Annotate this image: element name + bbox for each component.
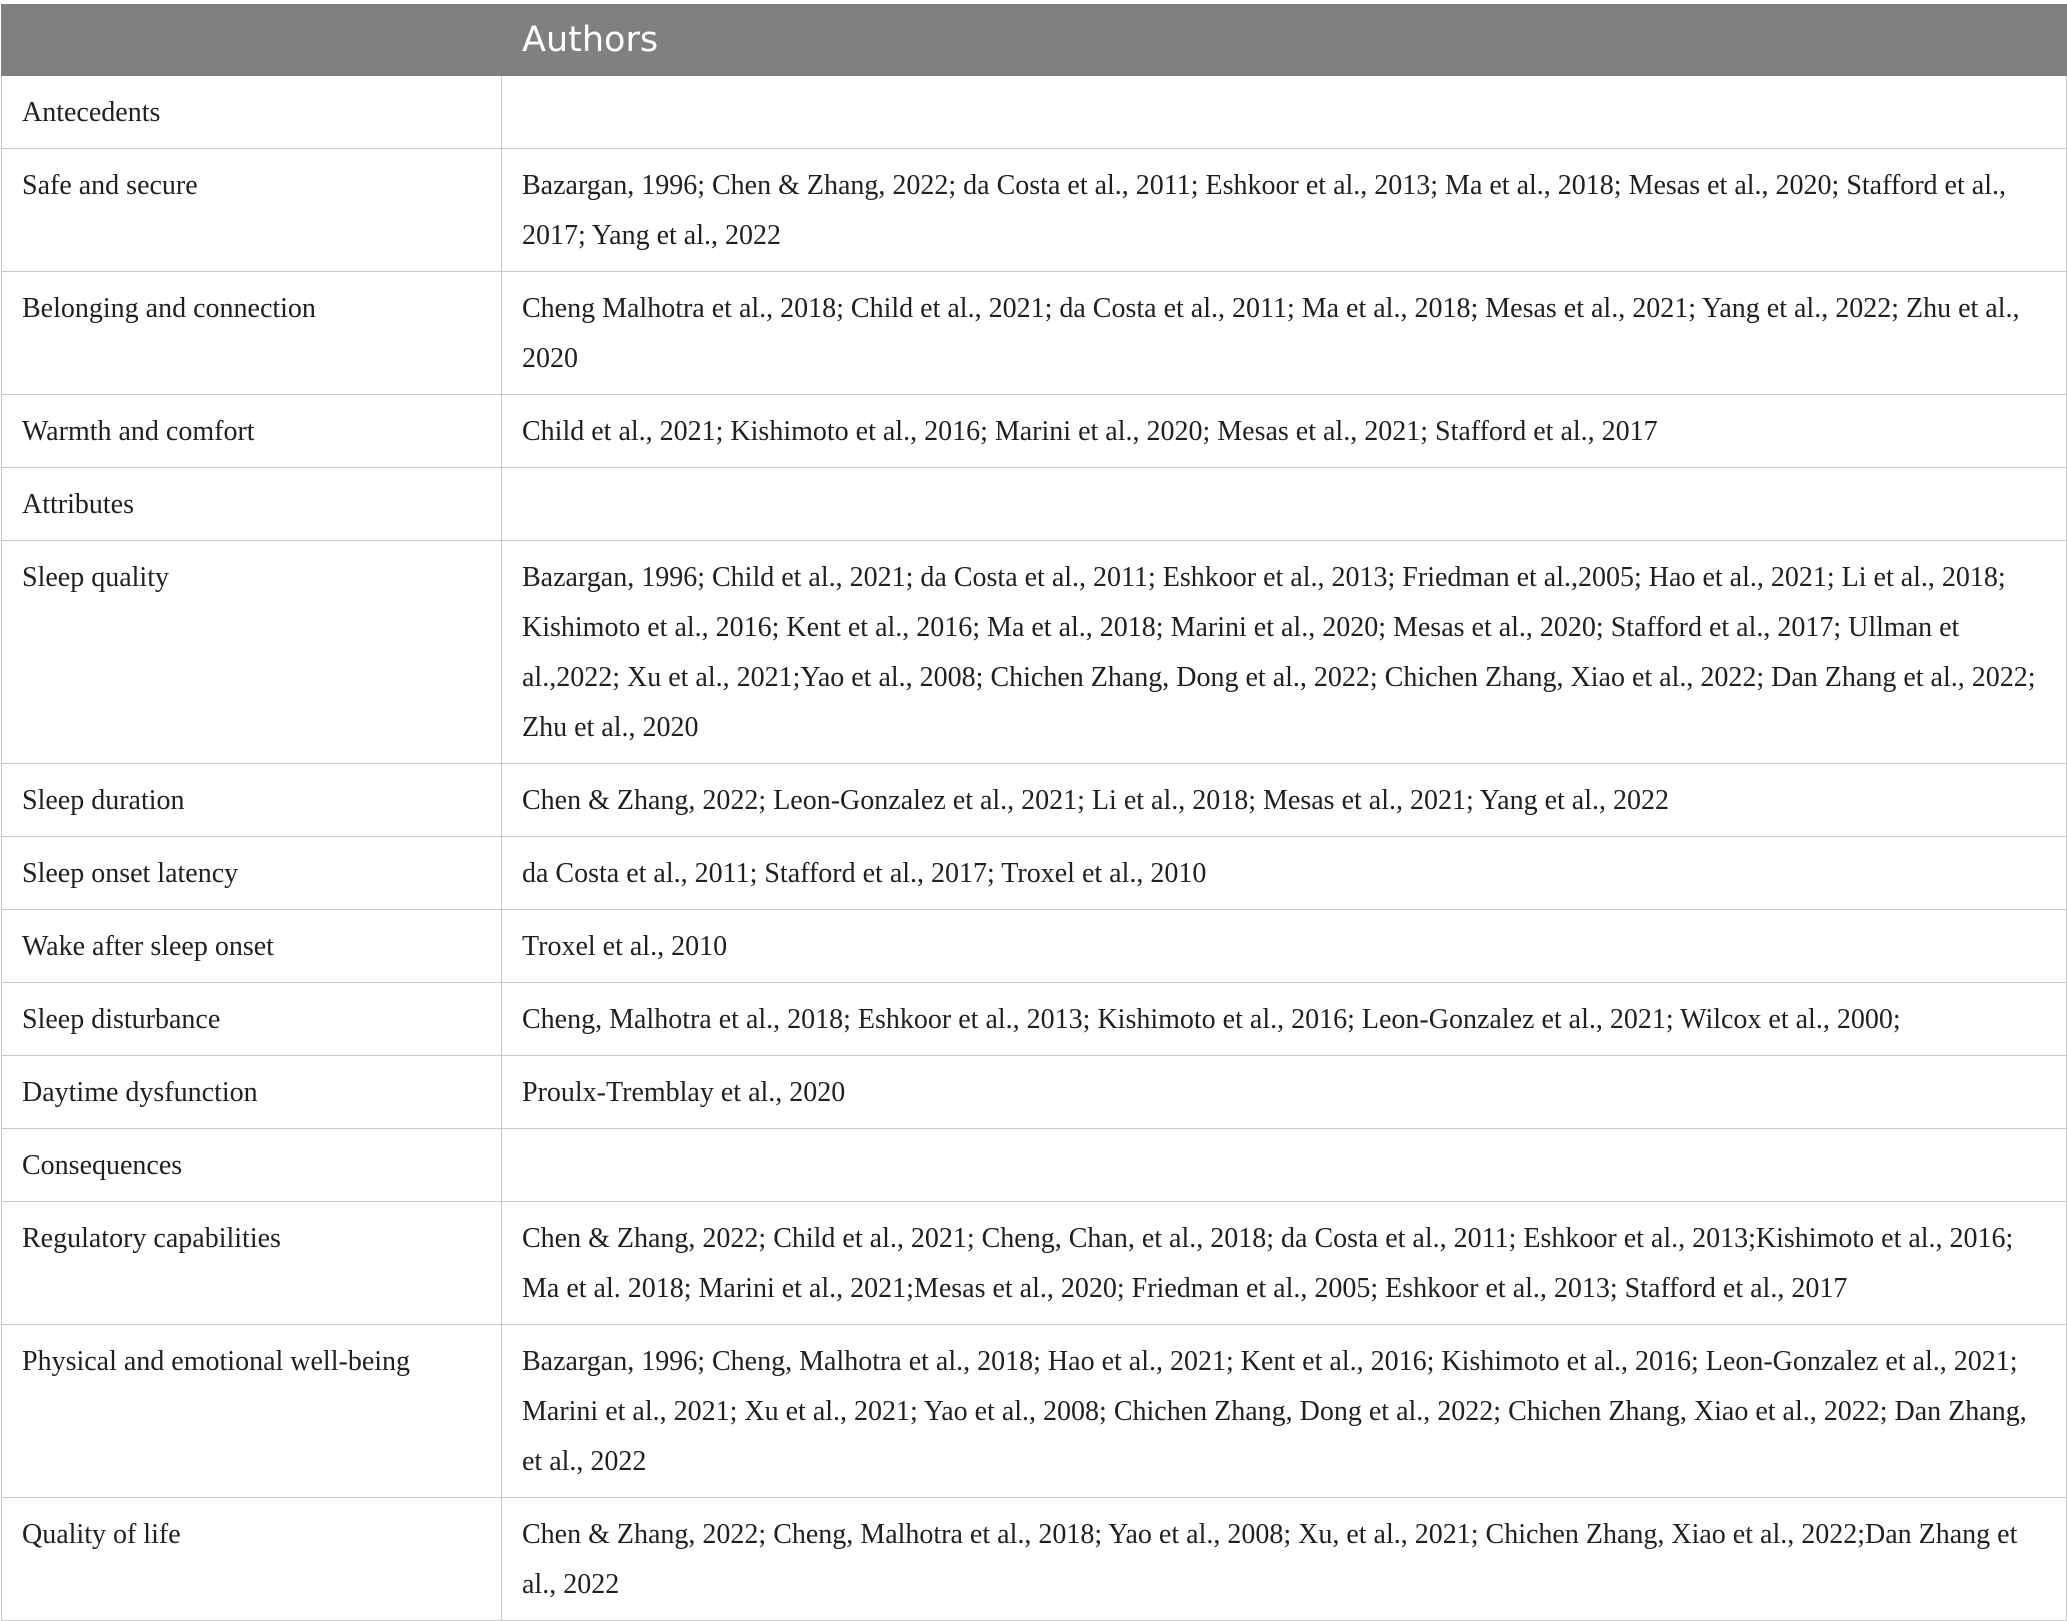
table-row xyxy=(2,1129,2067,1202)
table-row xyxy=(2,1056,2067,1129)
table-row xyxy=(2,149,2067,272)
row-authors: Cheng Malhotra et al., 2018; Child et al., 2021; da Costa et al., 2011; Ma et al., 2018; Mesas et al., 2021; Yang et al., 2022; Zhu et al., 2020 xyxy=(502,272,2067,395)
row-label: Sleep quality xyxy=(2,541,502,764)
table-row xyxy=(2,910,2067,983)
table-row xyxy=(2,76,2067,149)
row-authors: Bazargan, 1996; Child et al., 2021; da Costa et al., 2011; Eshkoor et al., 2013; Friedman et al.,2005; Hao et al., 2021; Li et al., 2018; Kishimoto et al., 2016; Kent et al., 2016; Ma et al., 2018; Marini et al., 2020; Mesas et al., 2020; Stafford et al., 2017; Ullman et al.,2022; Xu et al., 2021;Yao et al., 2008; Chichen Zhang, Dong et al., 2022; Chichen Zhang, Xiao et al., 2022; Dan Zhang et al., 2022; Zhu et al., 2020 xyxy=(502,541,2067,764)
row-authors: Cheng, Malhotra et al., 2018; Eshkoor et al., 2013; Kishimoto et al., 2016; Leon-Gonzalez et al., 2021; Wilcox et al., 2000; xyxy=(502,983,2067,1056)
row-authors: Chen & Zhang, 2022; Child et al., 2021; Cheng, Chan, et al., 2018; da Costa et al., 2011; Eshkoor et al., 2013;Kishimoto et al., 2016; Ma et al. 2018; Marini et al., 2021;Mesas et al., 2020; Friedman et al., 2005; Eshkoor et al., 2013; Stafford et al., 2017 xyxy=(502,1202,2067,1325)
table-row xyxy=(2,541,2067,764)
row-label: Belonging and connection xyxy=(2,272,502,395)
row-authors: Bazargan, 1996; Cheng, Malhotra et al., 2018; Hao et al., 2021; Kent et al., 2016; Kishimoto et al., 2016; Leon-Gonzalez et al., 2021; Marini et al., 2021; Xu et al., 2021; Yao et al., 2008; Chichen Zhang, Dong et al., 2022; Chichen Zhang, Xiao et al., 2022; Dan Zhang, et al., 2022 xyxy=(502,1325,2067,1498)
table-row xyxy=(2,395,2067,468)
header-row xyxy=(2,5,2067,76)
row-label: Physical and emotional well-being xyxy=(2,1325,502,1498)
row-label: Warmth and comfort xyxy=(2,395,502,468)
row-label: Sleep duration xyxy=(2,764,502,837)
row-label: Antecedents xyxy=(2,76,502,149)
table-row xyxy=(2,837,2067,910)
row-label: Quality of life xyxy=(2,1498,502,1621)
row-authors: Chen & Zhang, 2022; Leon-Gonzalez et al., 2021; Li et al., 2018; Mesas et al., 2021; Yang et al., 2022 xyxy=(502,764,2067,837)
header-cell-authors: Authors xyxy=(502,5,2067,76)
row-authors: Proulx-Tremblay et al., 2020 xyxy=(502,1056,2067,1129)
row-authors: da Costa et al., 2011; Stafford et al., 2017; Troxel et al., 2010 xyxy=(502,837,2067,910)
row-authors: Chen & Zhang, 2022; Cheng, Malhotra et al., 2018; Yao et al., 2008; Xu, et al., 2021; Chichen Zhang, Xiao et al., 2022;Dan Zhang et al., 2022 xyxy=(502,1498,2067,1621)
row-label: Attributes xyxy=(2,468,502,541)
header-cell-concept xyxy=(2,5,502,76)
row-label: Daytime dysfunction xyxy=(2,1056,502,1129)
row-label: Sleep disturbance xyxy=(2,983,502,1056)
table-row xyxy=(2,1498,2067,1621)
table-row xyxy=(2,764,2067,837)
row-authors xyxy=(502,1129,2067,1202)
row-label: Safe and secure xyxy=(2,149,502,272)
row-authors: Troxel et al., 2010 xyxy=(502,910,2067,983)
row-label: Wake after sleep onset xyxy=(2,910,502,983)
references-table xyxy=(1,4,2067,1621)
row-label: Consequences xyxy=(2,1129,502,1202)
row-authors: Child et al., 2021; Kishimoto et al., 2016; Marini et al., 2020; Mesas et al., 2021; Stafford et al., 2017 xyxy=(502,395,2067,468)
table-row xyxy=(2,983,2067,1056)
table-row xyxy=(2,468,2067,541)
row-authors xyxy=(502,76,2067,149)
row-label: Sleep onset latency xyxy=(2,837,502,910)
row-authors: Bazargan, 1996; Chen & Zhang, 2022; da Costa et al., 2011; Eshkoor et al., 2013; Ma et al., 2018; Mesas et al., 2020; Stafford et al., 2017; Yang et al., 2022 xyxy=(502,149,2067,272)
table-row xyxy=(2,1202,2067,1325)
table-row xyxy=(2,272,2067,395)
row-label: Regulatory capabilities xyxy=(2,1202,502,1325)
row-authors xyxy=(502,468,2067,541)
table-row xyxy=(2,1325,2067,1498)
